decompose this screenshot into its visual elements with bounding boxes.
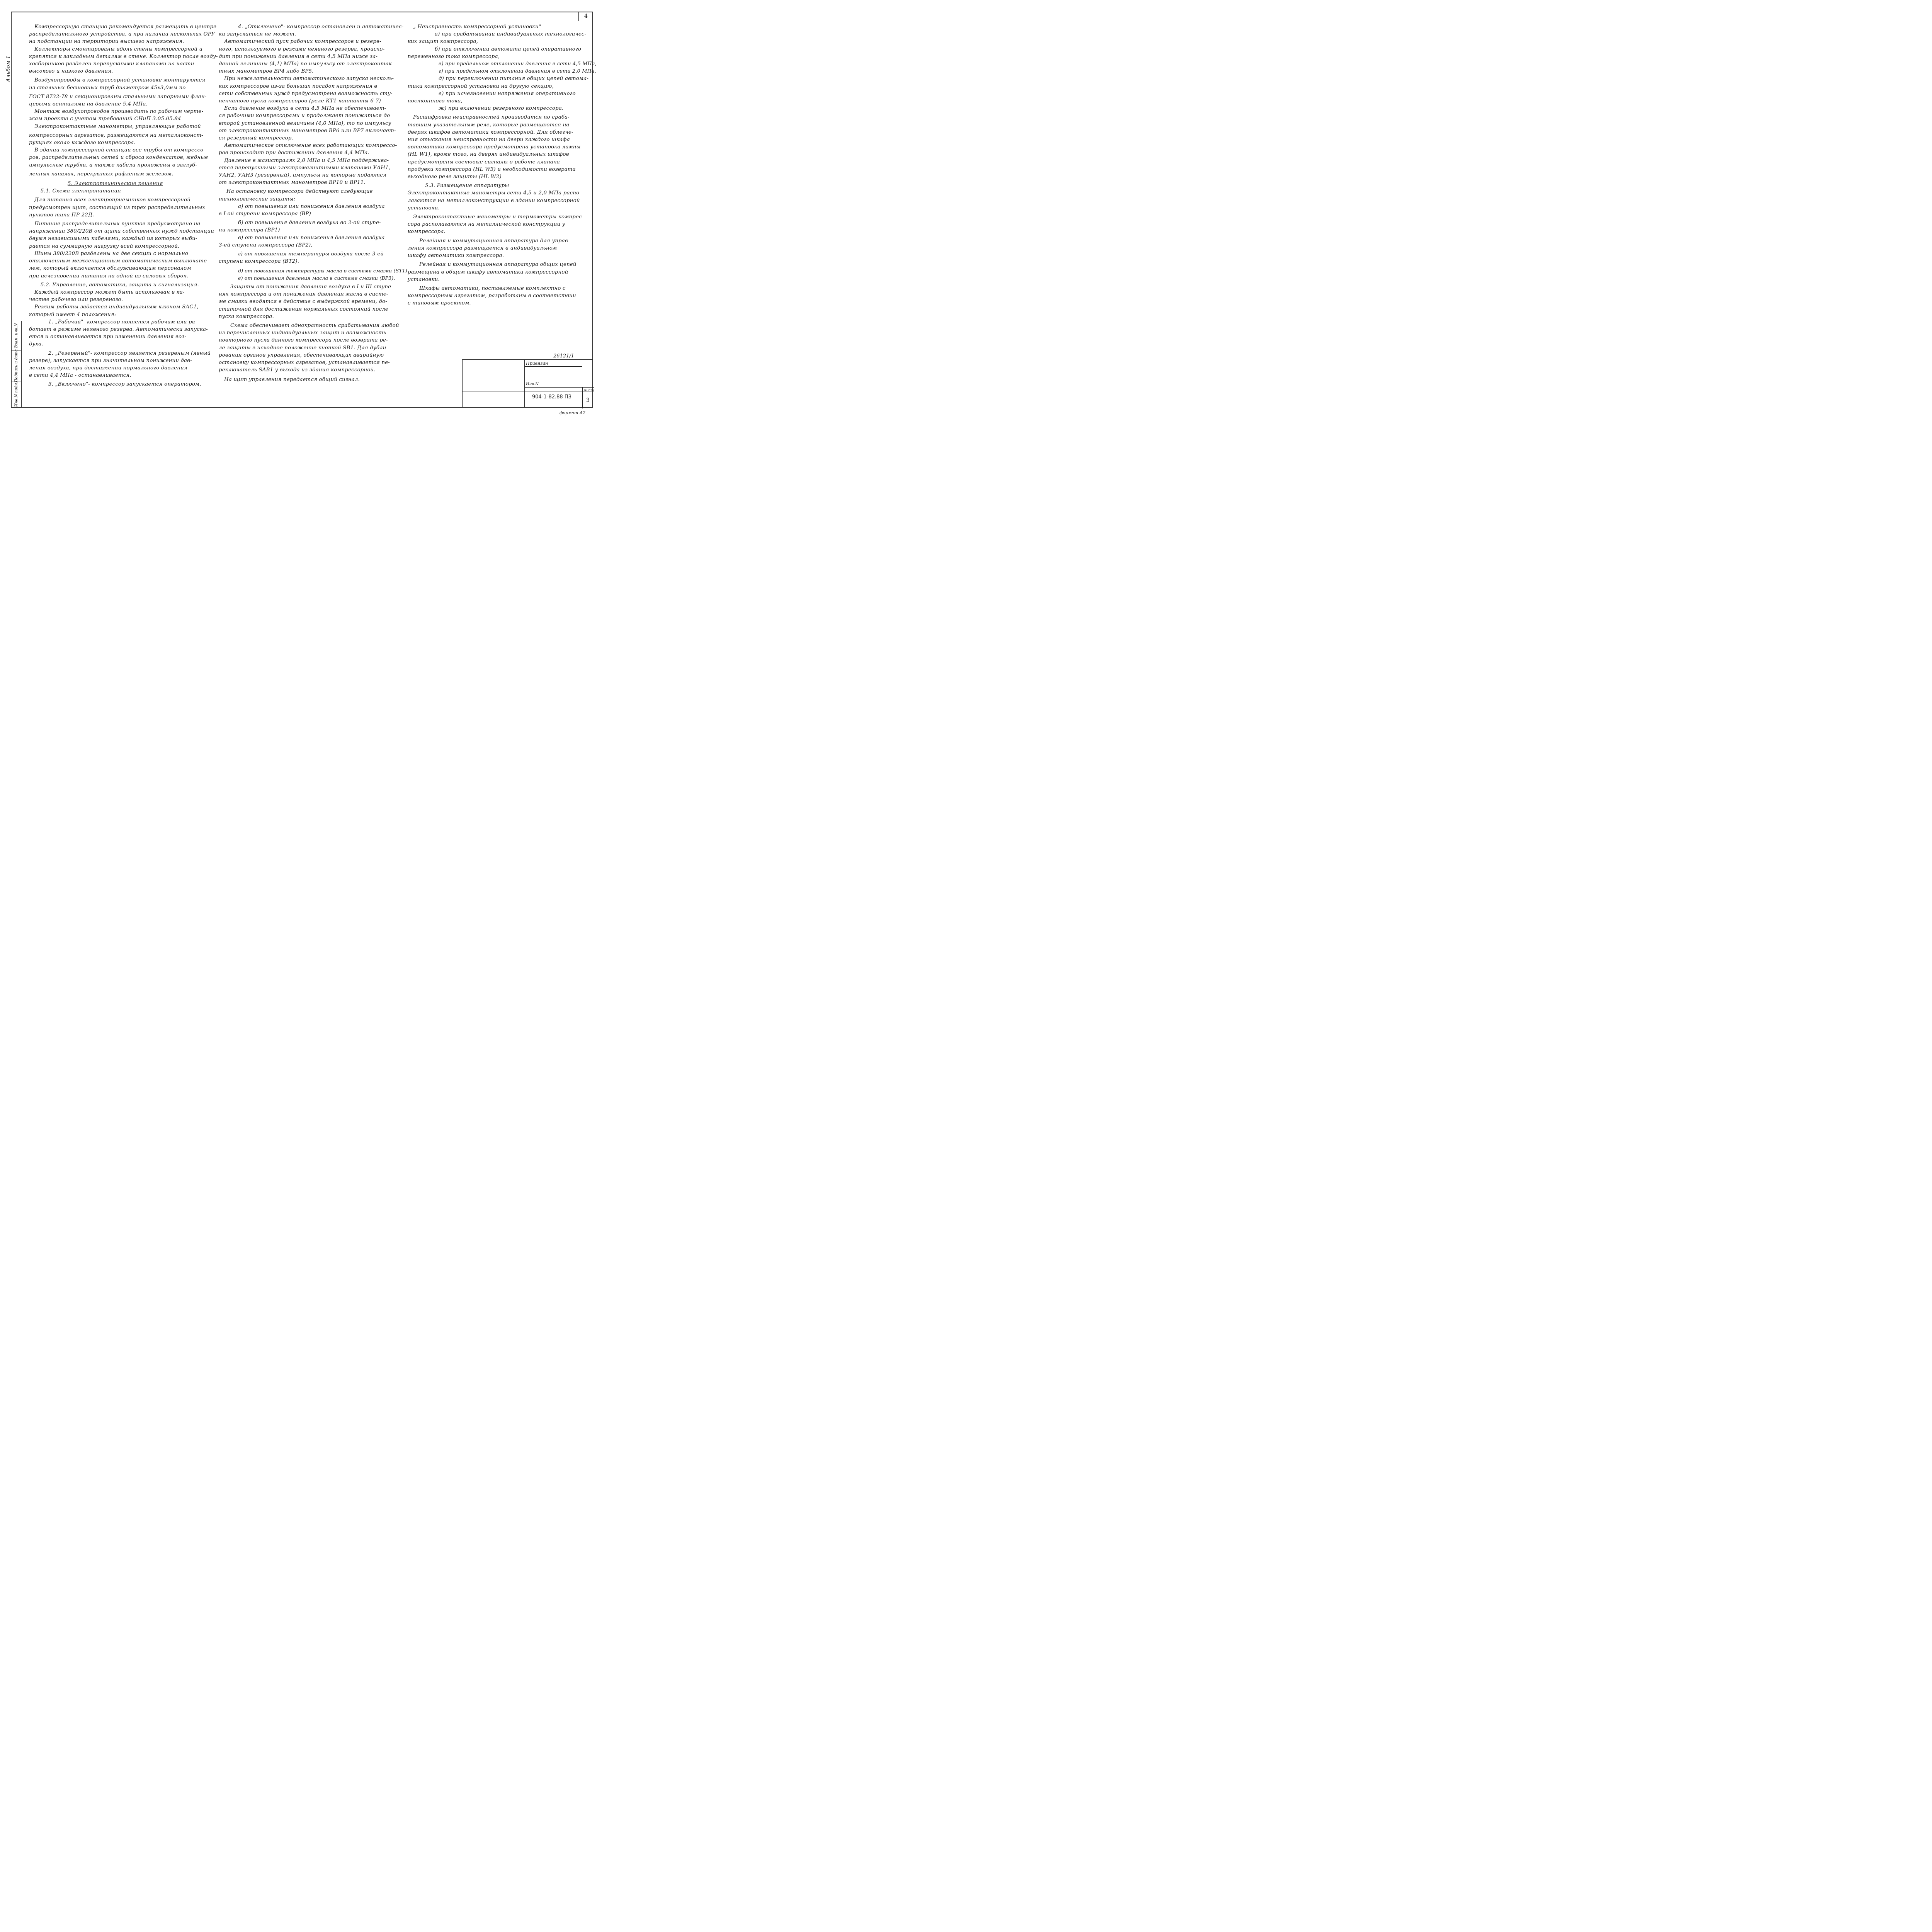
- text-line: Автоматический пуск рабочих компрессоров и резерв-: [224, 39, 381, 45]
- text-line: на подстанции на территории высшего напряжения.: [29, 39, 184, 45]
- text-line: двумя независимыми кабелями, каждый из которых выби-: [29, 236, 197, 242]
- text-line: второй установленной величины (4,0 МПа), то по импульсу: [219, 120, 391, 126]
- stamp-list-label: Лист: [583, 389, 594, 393]
- stamp-sheet-col: [582, 387, 583, 408]
- text-line: Режим работы задается индивидуальным ключом SAC1,: [34, 304, 199, 310]
- text-line: Воздухопроводы в компрессорной установке монтируются: [34, 77, 206, 83]
- side-label-inv: Инв.N подл.: [14, 382, 19, 407]
- text-line: При нежелательности автоматического запуска несколь-: [224, 76, 394, 82]
- text-line: компрессорных агрегатов, размещаются на металлоконст-: [29, 132, 203, 138]
- text-line: отключенным межсекционным автоматическим выключате-: [29, 258, 209, 264]
- text-line: Если давление воздуха в сети 4,5 МПа не обеспечивает-: [224, 105, 386, 112]
- text-line: тных манометров ВР4 либо ВР5.: [219, 68, 314, 75]
- text-line: е) от повышения давления масла в системе смазки (ВР3).: [238, 275, 395, 281]
- stamp-line-2: [524, 366, 582, 367]
- section-heading: 5. Электротехнические решения: [68, 181, 163, 187]
- side-cell-inv: [11, 381, 21, 408]
- text-line: Шины 380/220В разделены на две секции с нормально: [34, 250, 189, 257]
- text-line: предусмотрены световые сигналы о работе клапана: [408, 159, 560, 165]
- text-line: пенчатого пуска компрессоров (реле КТ1 контакты 6-7): [219, 98, 381, 104]
- text-line: размещена в общем шкафу автоматики компрессорной: [408, 269, 568, 275]
- text-line: крепятся к закладным деталям в стене. Коллектор после возду-: [29, 53, 218, 60]
- text-line: ступени компрессора (ВТ2).: [219, 259, 299, 265]
- subsection-heading: 5.1. Схема электропитания: [41, 188, 121, 194]
- text-line: Автоматическое отключение всех работающих компрессо-: [224, 143, 397, 149]
- subsection-heading: 5.2. Управление, автоматика, защита и сигнализация.: [41, 282, 199, 288]
- text-line: распределительного устройства, а при наличии нескольких ОРУ: [29, 31, 215, 37]
- text-line: установки.: [408, 276, 440, 282]
- text-line: Электроконтактные манометры сети 4,5 и 2,0 МПа распо-: [408, 190, 582, 196]
- text-line: ного, используемого в режиме неявного резерва, происхо-: [219, 46, 385, 52]
- text-line: дверях шкафов автоматики компрессорной. Для облегче-: [408, 129, 573, 135]
- text-line: ления компрессора размещается в индивидуальном: [408, 245, 557, 251]
- text-line: Шкафы автоматики, поставляемые комплектно с: [419, 285, 566, 291]
- text-line: ж) при включении резервного компрессора.: [439, 105, 564, 112]
- text-line: ни компрессора (ВР1): [219, 227, 280, 233]
- text-line: выходного реле защиты (HL W2): [408, 174, 502, 180]
- text-line: продувки компрессора (HL W3) и необходимости возврата: [408, 166, 576, 172]
- text-line: Релейная и коммутационная аппаратура для управ-: [419, 238, 570, 244]
- text-line: г) от повышения температуры воздуха после 3-ей: [238, 251, 384, 257]
- text-line: автоматики компрессора предусмотрена установка лампы: [408, 144, 581, 150]
- text-line: Питание распределительных пунктов предусмотрено на: [34, 221, 201, 227]
- text-line: В здании компрессорной станции все трубы от компрессо-: [34, 147, 206, 153]
- text-line: дит при понижении давления в сети 4,5 МПа ниже за-: [219, 53, 378, 60]
- top-sheet-number: 4: [584, 13, 588, 19]
- text-line: ких компрессоров из-за больших посадок напряжения в: [219, 83, 378, 89]
- text-line: ГОСТ 8732-78 и секционированы стальными запорными флан-: [29, 94, 207, 100]
- text-line: ется и останавливается при изменении давления воз-: [29, 334, 187, 340]
- text-line: ся резервный компрессор.: [219, 135, 293, 141]
- text-line: из перечисленных индивидуальных защит и возможность: [219, 330, 386, 336]
- text-line: ся рабочими компрессорами и продолжает понижаться до: [219, 113, 390, 119]
- text-line: лагаются на металлоконструкции в здании компрессорной: [408, 197, 580, 204]
- text-line: рования органов управления, обеспечивающих аварийную: [219, 352, 384, 358]
- text-line: 3. „Включено"- компрессор запускается оператором.: [48, 381, 201, 388]
- text-line: напряжении 380/220В от щита собственных нужд подстанции: [29, 228, 214, 235]
- text-line: данной величины (4,1) МПа) по импульсу от электроконтак-: [219, 61, 394, 67]
- stamp-sheet-number: 3: [586, 397, 590, 403]
- text-column-3: [408, 23, 597, 307]
- text-line: в I-ой ступени компрессора (ВР): [219, 211, 311, 217]
- text-line: пуска компрессора.: [219, 313, 274, 320]
- text-line: ленных каналах, перекрытых рифленым железом.: [29, 171, 173, 177]
- text-line: установки.: [408, 205, 440, 211]
- text-line: г) при предельном отклонении давления в сети 2,0 МПа,: [439, 68, 597, 75]
- text-line: Компрессорную станцию рекомендуется размещать в центре: [34, 24, 217, 30]
- stamp-doc-code: 904-1-82.88 ПЗ: [532, 394, 571, 400]
- text-line: д) от повышения температуры масла в системе смазки (ST1): [238, 267, 408, 274]
- text-line: УАН2, УАН3 (резервный), импульсы на которые подаются: [219, 172, 386, 179]
- text-line: остановку компрессорных агрегатов, устанавливается пе-: [219, 359, 390, 366]
- text-line: ких защит компрессора,: [408, 39, 478, 45]
- text-line: Каждый компрессор может быть использован в ка-: [34, 289, 185, 295]
- top-right-sheet-box: [578, 12, 593, 21]
- text-line: ров, распределительных сетей и сброса конденсатов, медные: [29, 155, 208, 161]
- text-line: от электроконтактных манометров ВР6 или ВР7 включает-: [219, 128, 396, 134]
- text-line: нях компрессора и от понижения давления масла в систе-: [219, 291, 388, 298]
- text-line: Монтаж воздухопроводов производить по рабочим черте-: [34, 109, 204, 115]
- text-line: ется перепускными электромагнитными клапанами УАН1,: [219, 165, 391, 171]
- text-line: цевыми вентилями на давление 5,4 МПа.: [29, 101, 148, 107]
- text-line: технологические защиты:: [219, 196, 296, 202]
- text-line: ления воздуха, при достижении нормального давления: [29, 365, 187, 371]
- text-line: б) от повышения давления воздуха во 2-ой ступе-: [238, 220, 381, 226]
- text-line: Защиты от понижения давления воздуха в I и III ступе-: [230, 284, 393, 290]
- text-line: сора располагаются на металлической конструкции у: [408, 221, 565, 228]
- stamp-line-1: [524, 387, 594, 388]
- text-line: переменного тока компрессора,: [408, 53, 500, 60]
- text-column-2: [219, 23, 408, 384]
- text-line: Коллекторы смонтированы вдоль стены компрессорной и: [34, 46, 203, 52]
- text-line: тики компрессорной установки на другую секцию,: [408, 83, 554, 89]
- text-column-1: [29, 23, 218, 388]
- text-line: резерв), запускается при значительном понижении дав-: [29, 357, 192, 364]
- text-line: Релейная и коммутационная аппаратура общих цепей: [419, 262, 577, 268]
- text-line: тавшим указательным реле, которые размещаются на: [408, 122, 570, 128]
- text-line: с типовым проектом.: [408, 300, 471, 306]
- side-cell-vzam: [11, 321, 21, 350]
- text-line: ки запускаться не может.: [219, 31, 296, 37]
- text-line: д) при переключении питания общих цепей автома-: [439, 76, 589, 82]
- text-line: духа.: [29, 341, 43, 347]
- text-line: б) при отключении автомата цепей оперативного: [435, 46, 582, 52]
- text-line: предусмотрен щит, состоящий из трех распределительных: [29, 204, 206, 211]
- text-line: Схема обеспечивает однократность срабатывания любой: [230, 322, 399, 328]
- text-line: „ Неисправность компрессорной установки": [413, 24, 541, 30]
- text-line: пунктов типа ПР-22Д.: [29, 212, 94, 218]
- side-label-podpis: Подпись и дата: [14, 349, 19, 383]
- album-label: Альбом 1: [5, 55, 12, 82]
- text-line: реключатель SAB1 у выхода из здания компрессорной.: [219, 367, 376, 373]
- text-line: в) при предельном отклонении давления в сети 4,5 МПа,: [439, 61, 597, 67]
- text-line: импульсные трубки, а также кабели проложены в заглуб-: [29, 162, 197, 168]
- text-line: Электроконтактные манометры, управляющие работой: [34, 123, 201, 129]
- text-line: 2. „Резервный"- компрессор является резервным (явный: [48, 350, 211, 356]
- text-line: 3-ей ступени компрессора (ВР2),: [219, 242, 313, 248]
- text-line: в сети 4,4 МПа - останавливается.: [29, 372, 131, 379]
- text-line: сети собственных нужд предусмотрена возможность сту-: [219, 90, 393, 97]
- text-line: высокого и низкого давления.: [29, 68, 113, 75]
- text-line: хосборников разделен перепускными клапанами на части: [29, 61, 194, 67]
- text-line: Электроконтактные манометры и термометры компрес-: [413, 214, 584, 220]
- title-block-stamp: [462, 359, 593, 408]
- text-line: компрессора.: [408, 229, 446, 235]
- text-line: е) при исчезновении напряжения оперативного: [439, 90, 576, 97]
- subsection-heading: 5.3. Размещение аппаратуры: [425, 183, 509, 189]
- text-line: 1. „Рабочий"- компрессор является рабочим или ра-: [48, 319, 197, 325]
- text-line: Расшифровка неисправностей производится по сраба-: [413, 114, 570, 121]
- text-line: 4. „Отключено"- компрессор остановлен и автоматичес-: [238, 24, 404, 30]
- text-line: а) при срабатывании индивидуальных технологичес-: [435, 31, 587, 37]
- text-line: от электроконтактных манометров ВР10 и ВР11.: [219, 180, 366, 186]
- text-line: в) от повышения или понижения давления воздуха: [238, 235, 385, 241]
- text-line: который имеет 4 положения:: [29, 311, 116, 318]
- text-line: ле защиты в исходное положение кнопкой SB1. Для дубли-: [219, 345, 388, 351]
- text-line: ния отыскания неисправности на двери каждого шкафа: [408, 137, 570, 143]
- text-line: жам проекта с учетом требований СНиП 3.05.05.84: [29, 116, 181, 122]
- text-line: повторного пуска данного компрессора после возврата ре-: [219, 337, 388, 344]
- text-line: На щит управления передается общий сигнал.: [224, 377, 360, 383]
- text-line: шкафу автоматики компрессора.: [408, 253, 504, 259]
- text-line: а) от повышения или понижения давления воздуха: [238, 203, 385, 209]
- text-line: Давление в магистралях 2,0 МПа и 4,5 МПа поддержива-: [224, 157, 389, 163]
- text-line: из стальных бесшовных труб диаметром 45х3,0мм по: [29, 85, 186, 91]
- format-label: формат А2: [560, 410, 586, 415]
- stamp-ref-number: 26121/1: [553, 353, 575, 359]
- text-line: ботает в режиме неявного резерва. Автоматически запуска-: [29, 326, 208, 332]
- side-stamp-table: [11, 321, 22, 408]
- text-line: Для питания всех электроприемников компрессорной: [34, 197, 190, 203]
- side-label-vzam: Взам. инв.N: [14, 323, 19, 348]
- text-line: статочной для достижения нормальных состояний после: [219, 306, 388, 312]
- text-line: компрессорным агрегатом, разработаны в соответствии: [408, 293, 576, 299]
- text-line: На остановку компрессора действуют следующие: [226, 189, 373, 195]
- text-line: рукциях около каждого компрессора.: [29, 140, 136, 146]
- text-line: честве рабочего или резервного.: [29, 297, 123, 303]
- text-line: постоянного тока,: [408, 98, 463, 104]
- text-line: рается на суммарную нагрузку всей компрессорной.: [29, 243, 180, 249]
- text-line: ме смазки вводятся в действие с выдержкой времени, до-: [219, 299, 388, 305]
- text-line: лем, который включается обслуживающим персоналом: [29, 265, 191, 272]
- text-line: ров происходит при достижении давления 4,4 МПа.: [219, 150, 369, 156]
- text-line: при исчезновении питания на одной из силовых сборок.: [29, 273, 189, 279]
- stamp-privyazan: Привязан: [526, 361, 548, 366]
- stamp-inv: Инв.N: [526, 382, 539, 386]
- text-line: (HL W1), кроме того, на дверях индивидуальных шкафов: [408, 151, 569, 158]
